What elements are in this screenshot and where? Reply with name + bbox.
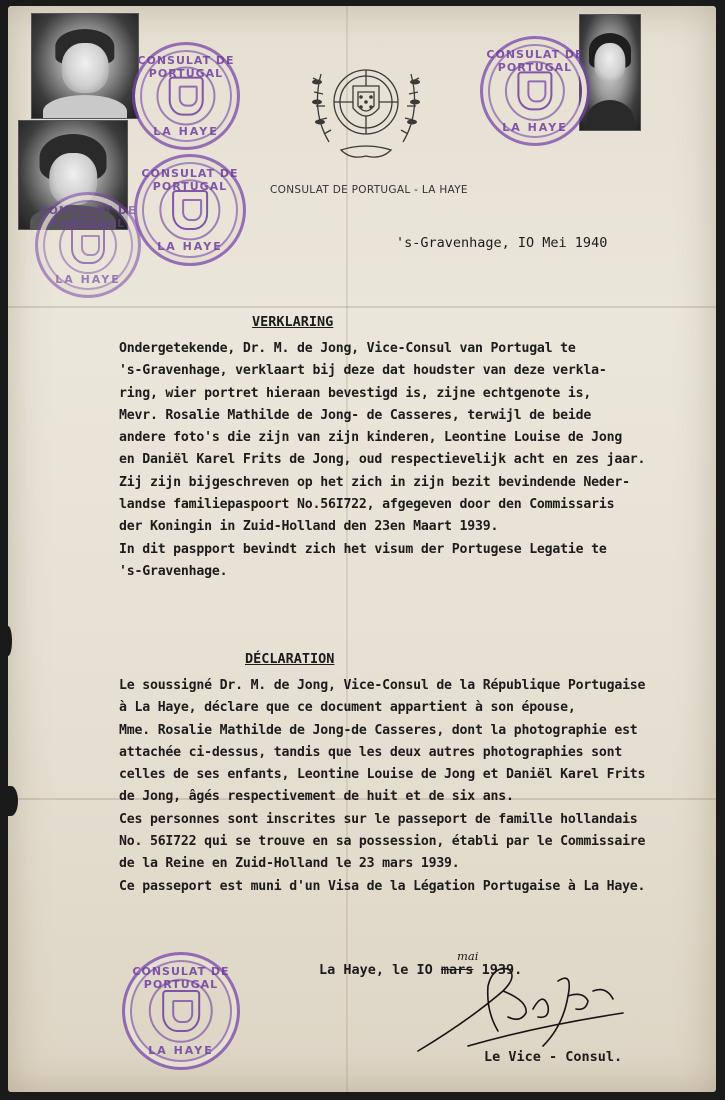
text-line: Le soussigné Dr. M. de Jong, Vice-Consul de la République Portugaise [119,678,646,693]
fold-line [8,306,716,308]
text-line: Mevr. Rosalie Mathilde de Jong- de Casseres, terwijl de beide [119,407,592,423]
stamp-top-text: CONSULAT DE PORTUGAL [39,204,137,230]
french-declaration-text [119,675,716,898]
shield-icon [162,990,200,1032]
shield-icon [517,71,552,110]
stamp-top-text: CONSULAT DE PORTUGAL [486,48,584,75]
shield-icon [71,226,105,264]
text-line: attachée ci-dessus, tandis que les deux autres photographies sont [119,744,623,760]
text-line: 's-Gravenhage, verklaart bij deze dat houdster van deze verkla- [119,363,607,379]
text-line: Ces personnes sont inscrites sur le passeport de famille hollandais [119,811,638,827]
photo-boy [31,13,139,119]
text-line: No. 56I722 qui se trouve en sa possession, établi par le Commissaire [119,834,646,850]
shield-icon [169,77,204,116]
place-date-prefix: La Haye, le IO [319,962,441,978]
consulate-stamp [134,154,246,266]
shield-icon [172,190,208,230]
text-line: Zij zijn bijgeschreven op het zich in zijn bezit bevindende Neder- [119,474,630,490]
document-page [8,6,716,1092]
heading-verklaring: VERKLARING [252,314,334,330]
dutch-declaration-text [119,338,716,583]
stamp-bottom-text: LA HAYE [157,240,223,254]
coat-of-arms-icon [291,52,441,170]
text-line: ring, wier portret hieraan bevestigd is, zijne echtgenote is, [119,385,592,401]
text-line: de la Reine en Zuid-Holland le 23 mars 1939. [119,856,460,872]
handwritten-signature [408,951,638,1061]
stamp-bottom-text: LA HAYE [148,1043,214,1057]
consulate-header: CONSULAT DE PORTUGAL - LA HAYE [270,184,468,196]
text-line: Ondergetekende, Dr. M. de Jong, Vice-Consul van Portugal te [119,341,576,356]
paper-tear [8,626,12,656]
text-line: In dit paspport bevindt zich het visum der Portugese Legatie te [119,541,607,557]
struck-month: mars [440,962,474,978]
stamp-bottom-text: LA HAYE [153,124,219,138]
text-line: der Koningin in Zuid-Holland den 23en Maart 1939. [119,519,499,535]
consulate-stamp [480,36,590,146]
stamp-bottom-text: LA HAYE [502,120,568,134]
text-line: à La Haye, déclare que ce document appartient à son épouse, [119,700,576,716]
consulate-stamp [132,42,240,150]
text-line: Ce passeport est muni d'un Visa de la Légation Portugaise à La Haye. [119,878,646,894]
paper-tear [8,786,18,816]
text-line: celles de ses enfants, Leontine Louise de Jong et Daniël Karel Frits [119,767,646,783]
stamp-top-text: CONSULAT DE PORTUGAL [132,965,230,992]
signature-year: 1939. [473,962,523,978]
signer-title: Le Vice - Consul. [484,1049,623,1065]
stamp-bottom-text: LA HAYE [55,273,121,286]
photo-woman [579,14,641,131]
text-line: andere foto's die zijn van zijn kinderen, Leontine Louise de Jong [119,430,623,446]
consulate-stamp [122,952,240,1070]
consulate-stamp [35,192,141,298]
text-line: landse familiepaspoort No.56I722, afgegeven door den Commissaris [119,497,615,513]
heading-declaration: DÉCLARATION [245,651,335,667]
text-line: en Daniël Karel Frits de Jong, oud respectievelijk acht en zes jaar. [119,452,646,468]
text-line: 's-Gravenhage. [119,563,228,579]
stamp-top-text: CONSULAT DE PORTUGAL [141,166,239,193]
document-date: 's-Gravenhage, IO Mei 1940 [396,235,608,251]
text-line: Mme. Rosalie Mathilde de Jong-de Casseres, dont la photographie est [119,722,638,738]
stamp-top-text: CONSULAT DE PORTUGAL [137,54,235,81]
text-line: de Jong, âgés respectivement de huit et de six ans. [119,789,514,805]
handwritten-correction: mai [457,949,479,963]
